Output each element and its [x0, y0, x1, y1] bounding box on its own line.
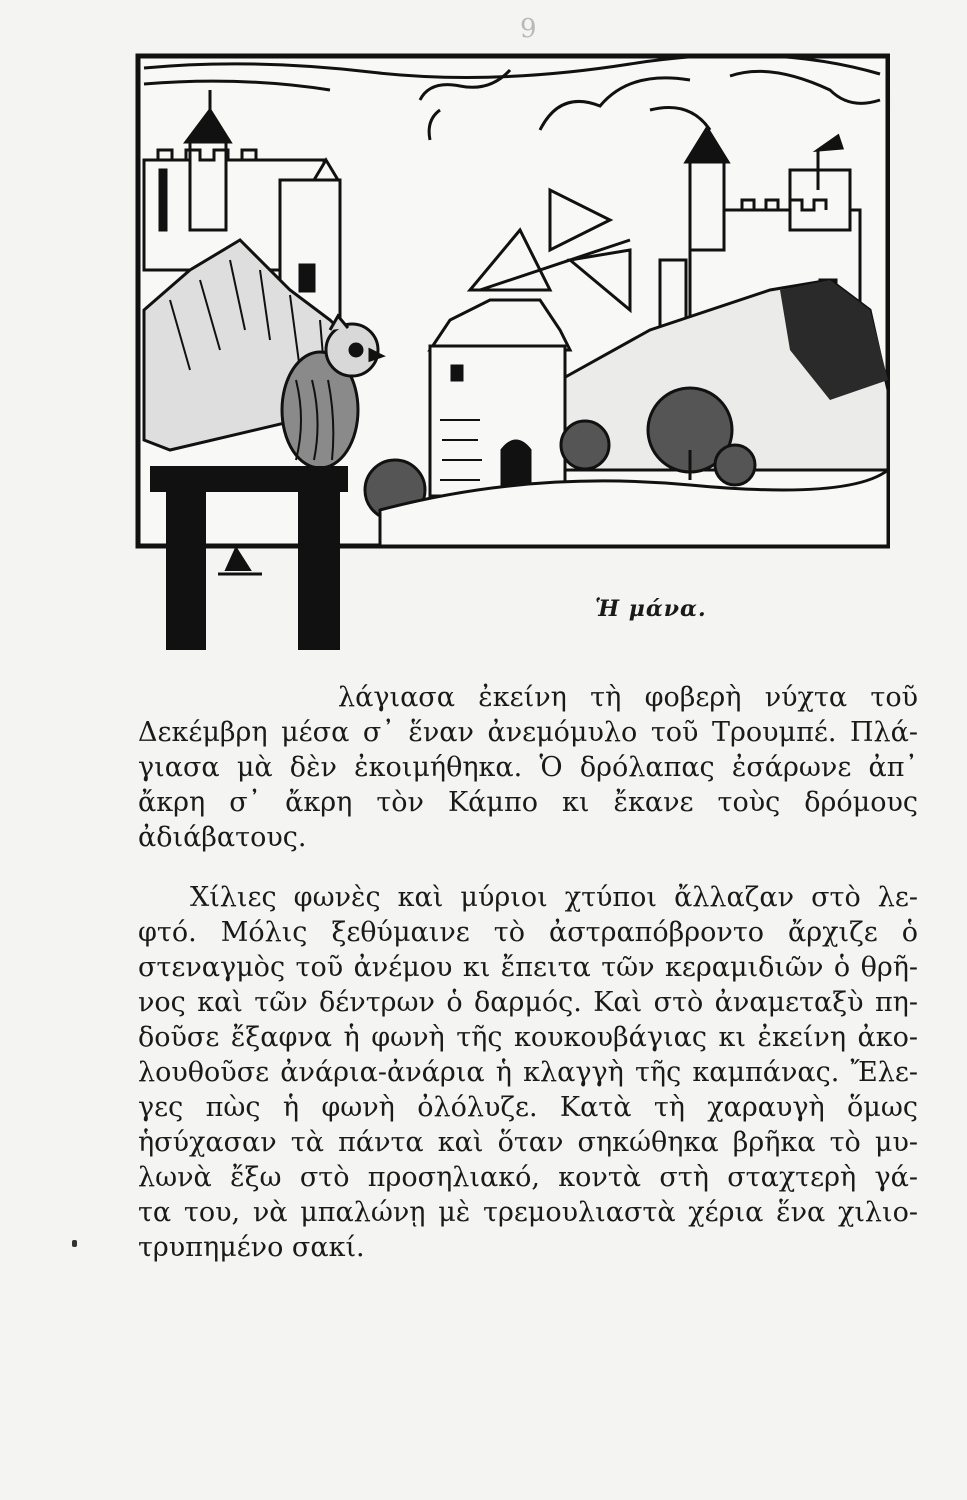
text-line: νος καὶ τῶν δέντρων ὁ δαρμός. Καὶ στὸ ἀναμεταξὺ πη-	[138, 987, 918, 1018]
text-line: ἄκρη σ᾽ ἄκρη τὸν Κάμπο κι ἔκανε τοὺς δρόμους	[138, 787, 918, 818]
paragraph-1	[138, 680, 918, 855]
text-line: φτό. Μόλις ξεθύμαινε τὸ ἀστραπόβροντο ἄρχιζε ὁ	[138, 917, 918, 948]
text-line: λουθοῦσε ἀνάρια-ἀνάρια ἡ κλαγγὴ τῆς καμπάνας. Ἔλε-	[138, 1057, 918, 1088]
text-line: ἀδιάβατους.	[138, 822, 307, 853]
text-line: λωνὰ ἔξω στὸ προσηλιακό, κοντὰ στὴ σταχτερὴ γά-	[138, 1162, 918, 1193]
woodcut-illustration	[130, 50, 890, 650]
ink-speck	[72, 1240, 77, 1247]
text-line: ἡσύχασαν τὰ πάντα καὶ ὅταν σηκώθηκα βρῆκα τὸ μυ-	[138, 1127, 918, 1158]
paragraph-2	[138, 880, 918, 1265]
text-line: τρυπημένο σακί.	[138, 1232, 365, 1263]
sailboat	[218, 548, 262, 574]
text-line: λάγιασα ἐκείνη τὴ φοβερὴ νύχτα τοῦ	[338, 682, 918, 713]
illustration-caption: Ἡ μάνα.	[595, 596, 707, 622]
windmill-tower	[430, 300, 570, 496]
text-line: Δεκέμβρη μέσα σ᾽ ἕναν ἀνεμόμυλο τοῦ Τρουμπέ. Πλά-	[138, 717, 918, 748]
text-line: τα του, νὰ μπαλώνῃ μὲ τρεμουλιαστὰ χέρια ἕνα χιλιο-	[138, 1197, 918, 1228]
text-line: γιασα μὰ δὲν ἐκοιμήθηκα. Ὁ δρόλαπας ἐσάρωνε ἀπ᾽	[138, 752, 918, 783]
text-line: γες πὼς ἡ φωνὴ ὀλόλυζε. Κατὰ τὴ χαραυγὴ ὅμως	[138, 1092, 918, 1123]
text-line: δοῦσε ἔξαφνα ἡ φωνὴ τῆς κουκουβάγιας κι ἐκείνη ἀκο-	[138, 1022, 918, 1053]
text-line: Χίλιες φωνὲς καὶ μύριοι χτύποι ἄλλαζαν στὸ λε-	[190, 882, 918, 913]
text-line: στεναγμὸς τοῦ ἀνέμου κι ἔπειτα τῶν κεραμιδιῶν ὁ θρῆ-	[138, 952, 918, 983]
page-number: 9	[520, 14, 537, 44]
